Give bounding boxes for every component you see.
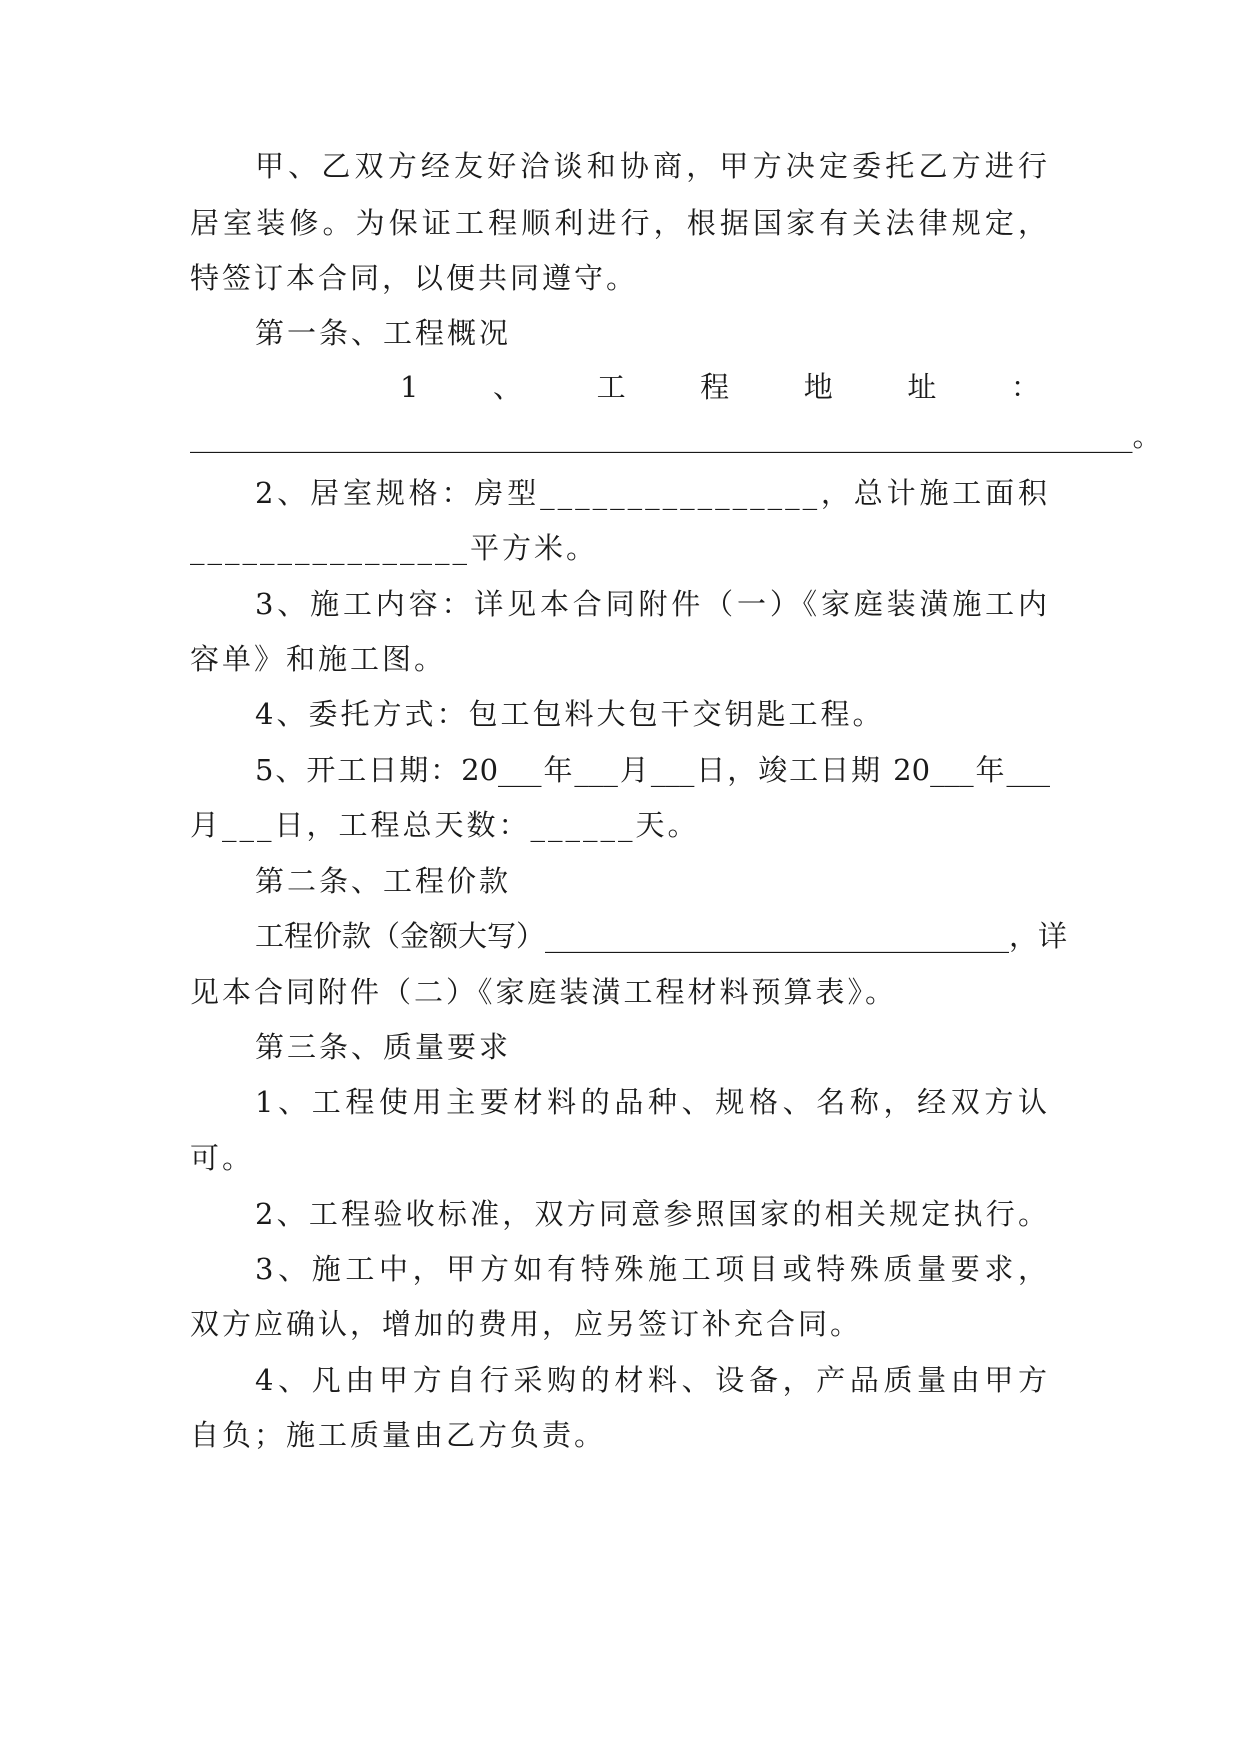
q1-line-1: 1、工程使用主要材料的品种、规格、名称，经双方认 [255, 1085, 1050, 1119]
item1-colon: ： [1010, 370, 1040, 404]
item1-address-label [400, 367, 1040, 407]
intro-line-2: 居室装修。为保证工程顺利进行，根据国家有关法律规定， [190, 206, 1050, 240]
intro-line-1: 甲、乙双方经友好洽谈和协商，甲方决定委托乙方进行 [255, 149, 1050, 183]
article3-title: 第三条、质量要求 [255, 1030, 512, 1064]
q4-line-1: 4、凡由甲方自行采购的材料、设备，产品质量由甲方 [255, 1363, 1050, 1397]
article2-title: 第二条、工程价款 [255, 864, 512, 898]
item1-char-2: 程 [700, 370, 730, 404]
item2-line-1: 2、居室规格：房型________________，总计施工面积 [255, 476, 1050, 510]
item5-line-1: 5、开工日期：20___年___月___日，竣工日期 20___年___ [255, 753, 1050, 787]
item3-line-1: 3、施工内容：详见本合同附件（一）《家庭装潢施工内 [255, 587, 1050, 621]
price-line-1: 工程价款（金额大写）________________________________，详 [255, 919, 1068, 953]
item4: 4、委托方式：包工包料大包干交钥匙工程。 [255, 697, 885, 731]
item1-separator: 、 [493, 370, 523, 404]
q3-line-1: 3、施工中，甲方如有特殊施工项目或特殊质量要求， [255, 1252, 1050, 1286]
q3-line-2: 双方应确认，增加的费用，应另签订补充合同。 [190, 1307, 863, 1341]
item1-char-3: 地 [803, 370, 833, 404]
item1-number: 1 [400, 370, 419, 404]
item1-blank-line: _________________________________________________________________。 [190, 419, 1162, 453]
item2-line-2: ________________平方米。 [190, 531, 599, 565]
item3-line-2: 容单》和施工图。 [190, 642, 447, 676]
q4-line-2: 自负；施工质量由乙方负责。 [190, 1418, 607, 1452]
item5-line-2: 月___日，工程总天数：______天。 [190, 808, 700, 842]
article1-title: 第一条、工程概况 [255, 316, 512, 350]
item1-char-1: 工 [596, 370, 626, 404]
price-line-2: 见本合同附件（二）《家庭装潢工程材料预算表》。 [190, 975, 898, 1009]
intro-line-3: 特签订本合同，以便共同遵守。 [190, 261, 639, 295]
q2: 2、工程验收标准，双方同意参照国家的相关规定执行。 [255, 1197, 1050, 1231]
item1-char-4: 址 [907, 370, 937, 404]
q1-line-2: 可。 [190, 1141, 255, 1175]
